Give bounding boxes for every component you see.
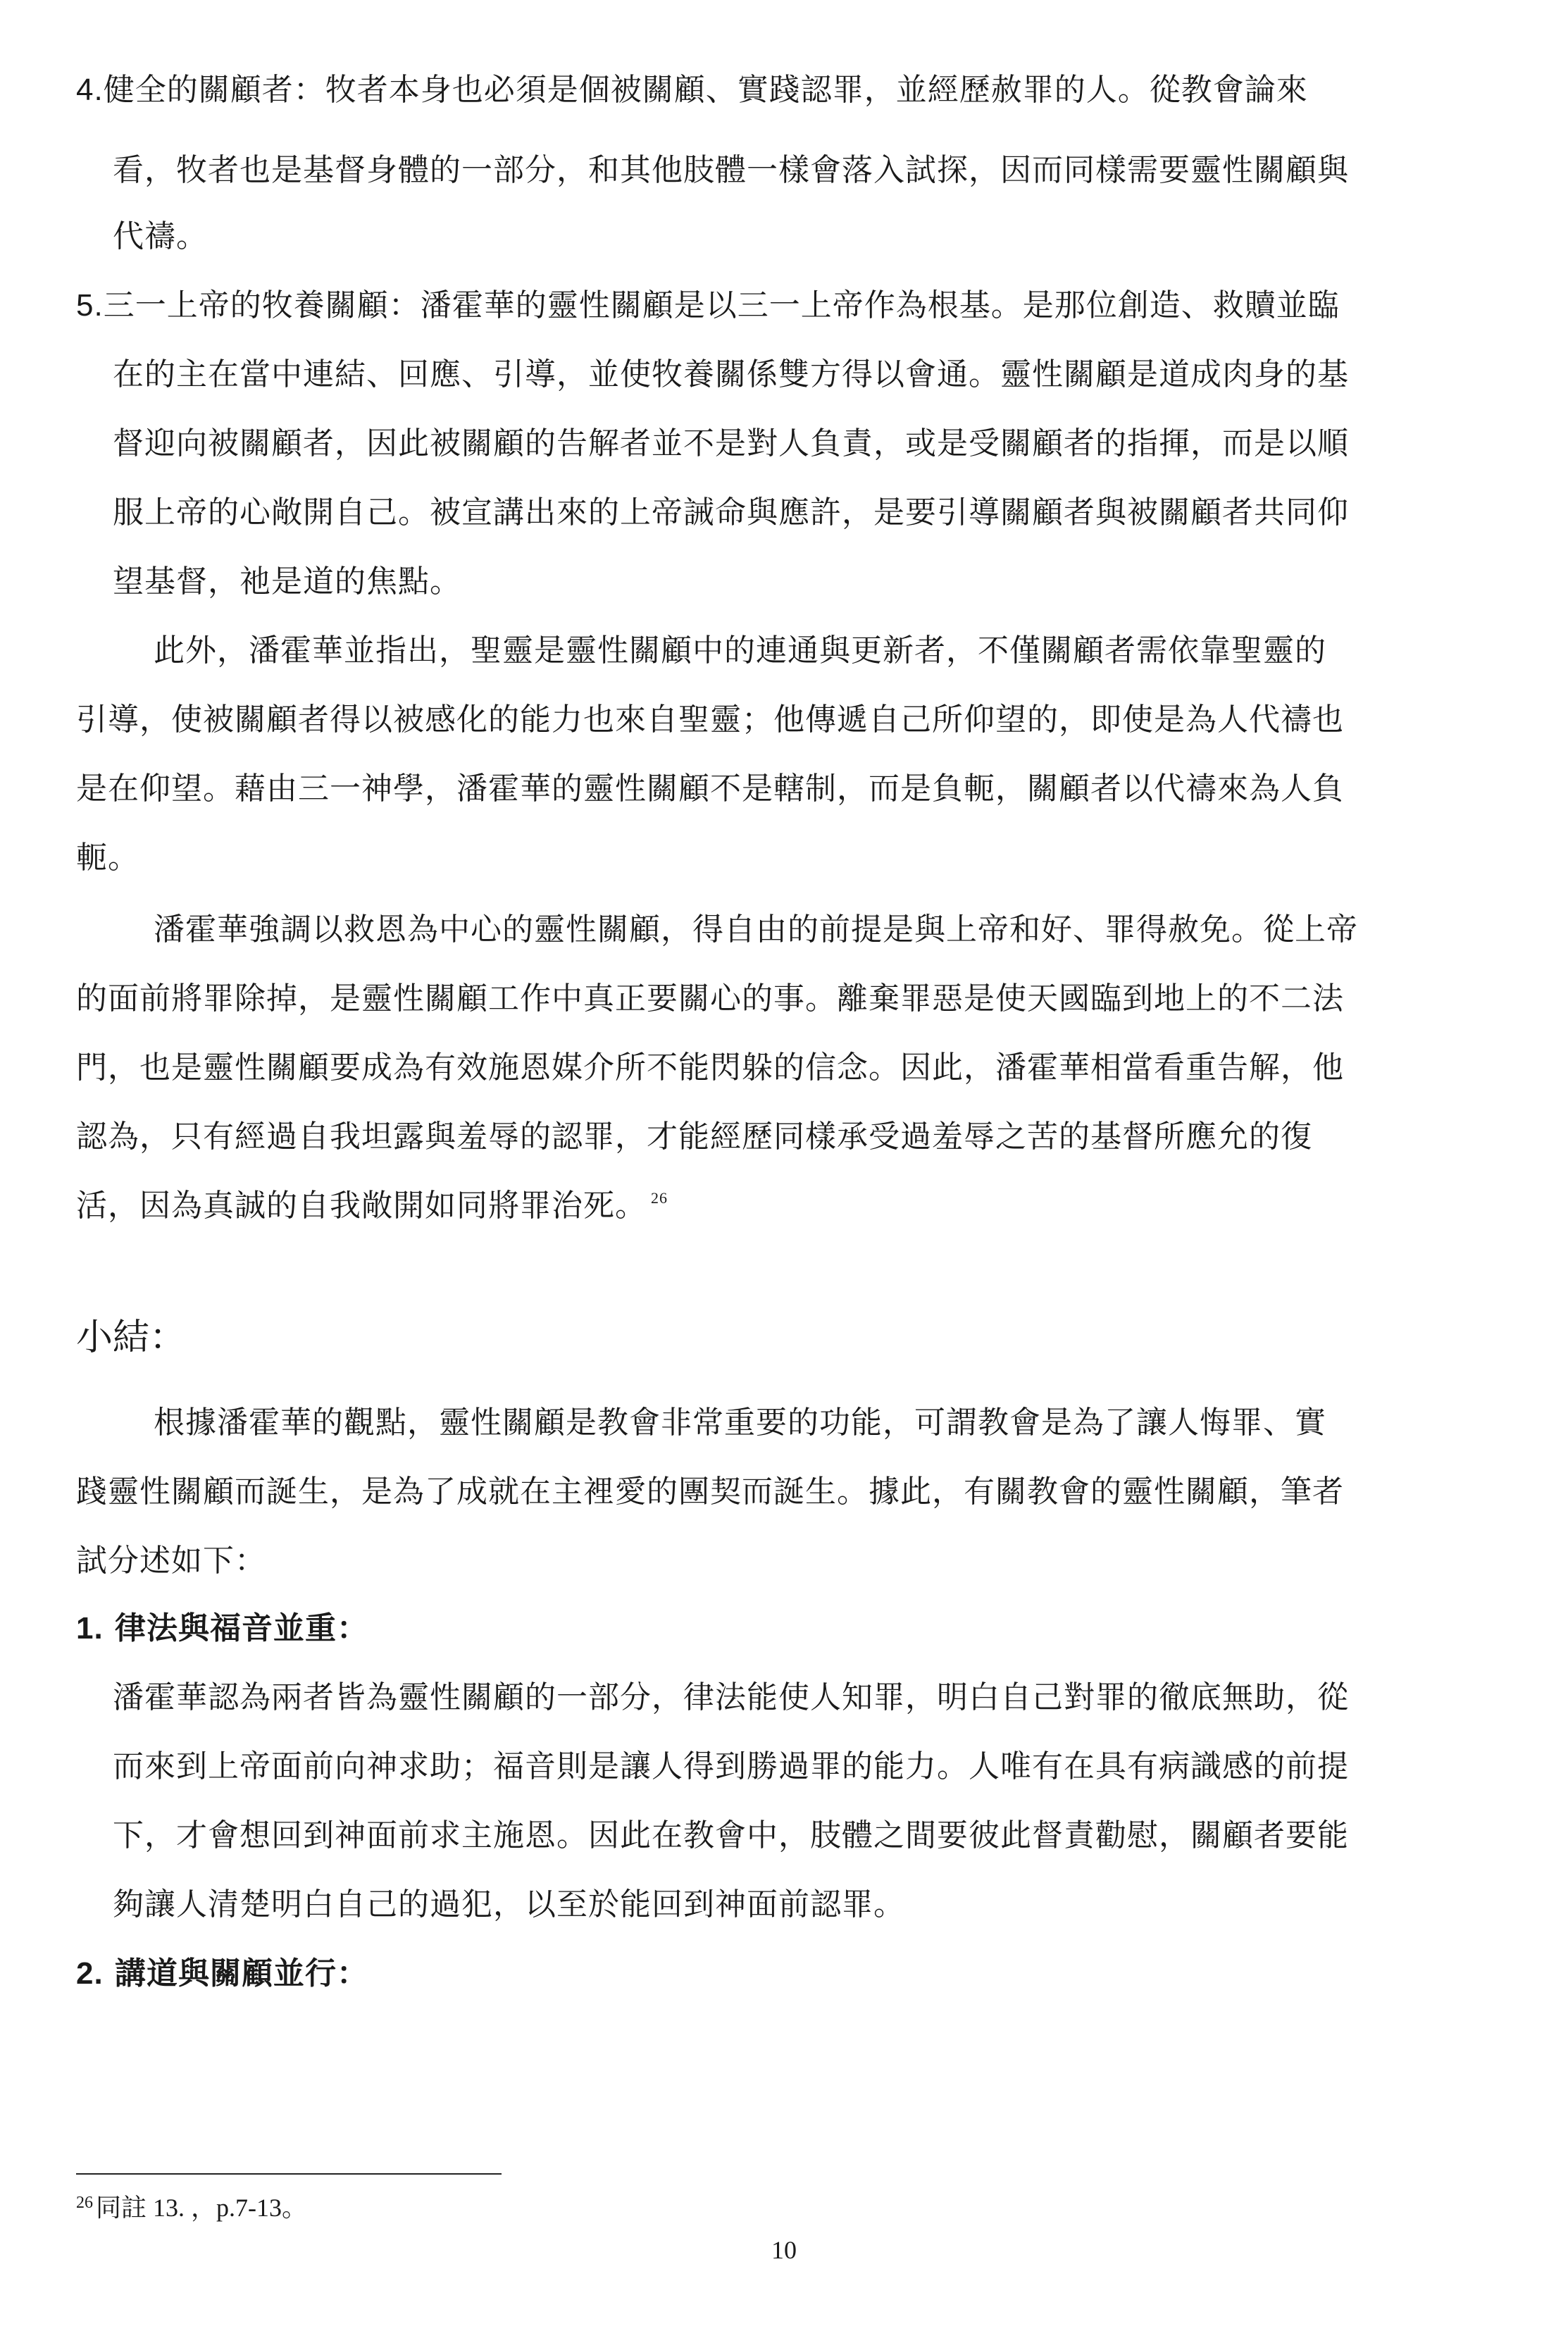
footnote-text: 同註 13. ，p.7-13。: [96, 2194, 307, 2222]
summary-intro-line-2: 踐靈性關顧而誕生，是為了成就在主裡愛的團契而誕生。據此，有關教會的靈性關顧，筆者: [76, 1474, 1344, 1510]
point-2-number: 2.: [76, 1956, 104, 1991]
para-2-line-3: 門，也是靈性關顧要成為有效施恩媒介所不能閃躲的信念。因此，潘霍華相當看重告解，他: [76, 1050, 1344, 1086]
point-2-title: 講道與關顧並行：: [115, 1956, 369, 1991]
item-4-line-3: 代禱。: [113, 218, 208, 254]
point-1-number: 1.: [76, 1611, 104, 1646]
point-1-line-3: 下，才會想回到神面前求主施恩。因此在教會中，肢體之間要彼此督責勸慰，關顧者要能: [113, 1817, 1349, 1853]
item-5-line-4: 服上帝的心敞開自己。被宣講出來的上帝誡命與應許，是要引導關顧者與被關顧者共同仰: [113, 495, 1349, 530]
footnote-reference[interactable]: 26: [651, 1189, 668, 1207]
item-4-line-2: 看，牧者也是基督身體的一部分，和其他肢體一樣會落入試探，因而同樣需要靈性關顧與: [113, 152, 1349, 188]
point-1-line-2: 而來到上帝面前向神求助；福音則是讓人得到勝過罪的能力。人唯有在具有病識感的前提: [113, 1748, 1349, 1784]
summary-intro-line-1: 根據潘霍華的觀點，靈性關顧是教會非常重要的功能，可謂教會是為了讓人悔罪、實: [154, 1405, 1326, 1441]
point-1-line-1: 潘霍華認為兩者皆為靈性關顧的一部分，律法能使人知罪，明白自己對罪的徹底無助，從: [113, 1679, 1349, 1715]
para-2-line-1: 潘霍華強調以救恩為中心的靈性關顧，得自由的前提是與上帝和好、罪得赦免。從上帝: [154, 912, 1358, 947]
para-2-line-5: [76, 1185, 668, 1232]
point-2-heading: [76, 1953, 368, 1995]
para-1-line-1: 此外，潘霍華並指出，聖靈是靈性關顧中的連通與更新者，不僅關顧者需依靠聖靈的: [154, 633, 1326, 669]
item-5-line-2: 在的主在當中連結、回應、引導，並使牧養關係雙方得以會通。靈性關顧是道成肉身的基: [113, 356, 1349, 392]
footnote: [76, 2192, 307, 2227]
summary-heading: 小結：: [76, 1317, 187, 1359]
item-5-number: 5.: [76, 288, 104, 323]
para-1-line-3: 是在仰望。藉由三一神學，潘霍華的靈性關顧不是轄制，而是負軛，關顧者以代禱來為人負: [76, 771, 1344, 807]
para-1-line-2: 引導，使被關顧者得以被感化的能力也來自聖靈；他傳遞自己所仰望的，即使是為人代禱也: [76, 702, 1344, 738]
page-number: 10: [771, 2236, 797, 2264]
summary-intro-line-3: 試分述如下：: [76, 1543, 266, 1579]
footnote-separator: [76, 2173, 502, 2175]
footnote-mark: 26: [76, 2194, 93, 2212]
point-1-line-4: 夠讓人清楚明白自己的過犯，以至於能回到神面前認罪。: [113, 1886, 905, 1922]
item-5-line-1: [76, 285, 1340, 327]
para-2-line-4: 認為，只有經過自我坦露與羞辱的認罪，才能經歷同樣承受過羞辱之苦的基督所應允的復: [76, 1119, 1312, 1155]
para-1-line-4: 軛。: [76, 840, 139, 876]
point-1-title: 律法與福音並重：: [115, 1610, 369, 1646]
item-4-text: 健全的關顧者：牧者本身也必須是個被關顧、實踐認罪，並經歷赦罪的人。從教會論來: [103, 72, 1308, 108]
para-2-line-2: 的面前將罪除掉，是靈性關顧工作中真正要關心的事。離棄罪惡是使天國臨到地上的不二法: [76, 981, 1344, 1017]
para-2-last-text: 活，因為真誠的自我敞開如同將罪治死。: [76, 1188, 647, 1224]
item-5-line-3: 督迎向被關顧者，因此被關顧的告解者並不是對人負責，或是受關顧者的指揮，而是以順: [113, 425, 1349, 461]
item-4-number: 4.: [76, 73, 104, 107]
item-5-line-5: 望基督，祂是道的焦點。: [113, 564, 461, 599]
item-4-line-1: [76, 69, 1308, 111]
point-1-heading: [76, 1608, 368, 1650]
item-5-text: 三一上帝的牧養關顧：潘霍華的靈性關顧是以三一上帝作為根基。是那位創造、救贖並臨: [103, 287, 1340, 323]
